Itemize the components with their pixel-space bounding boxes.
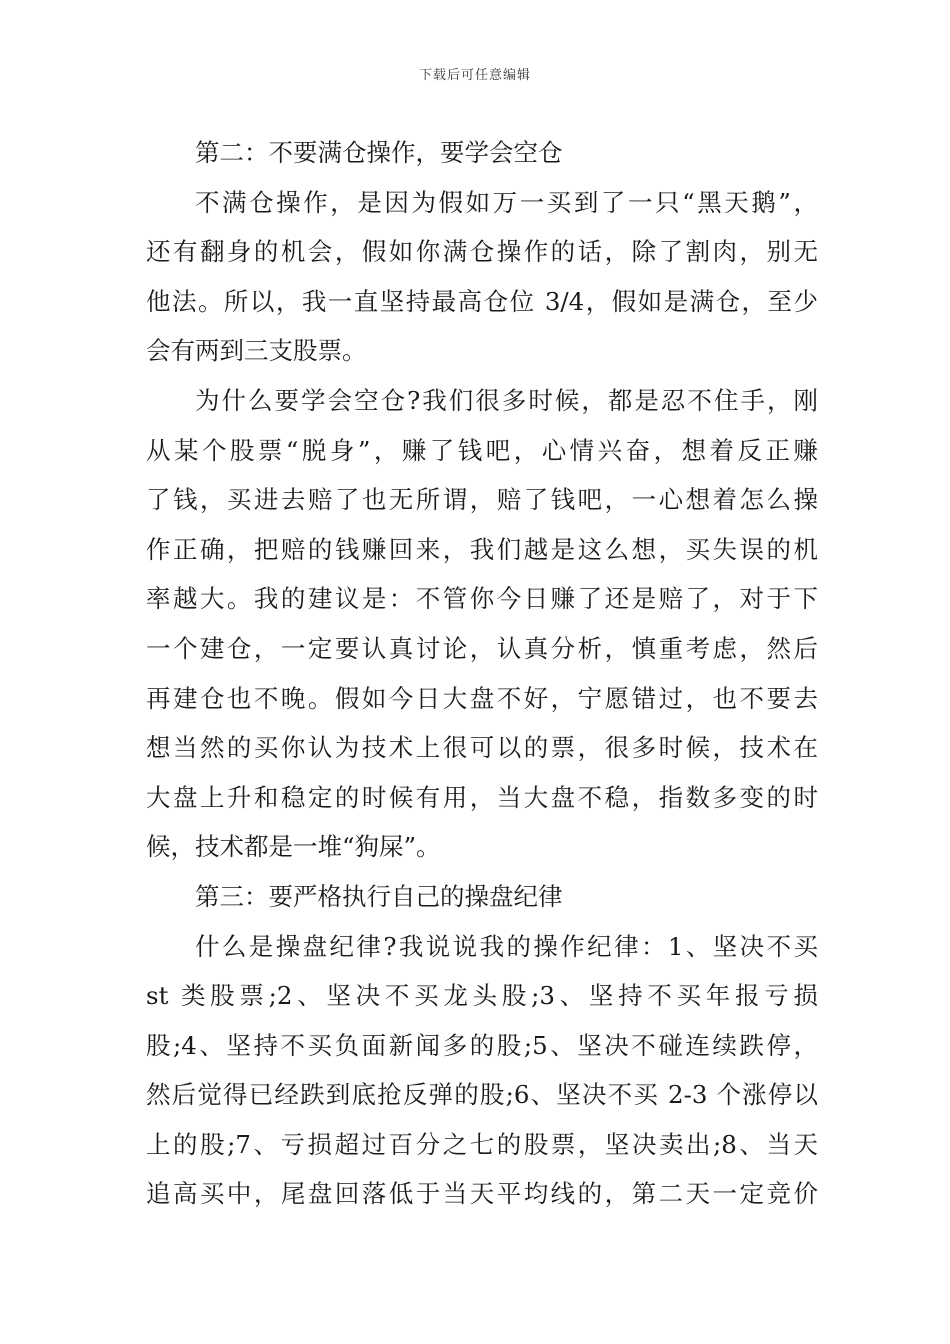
- paragraph-line: 他法。所以，我一直坚持最高仓位 3/4，假如是满仓，至少: [146, 286, 818, 316]
- paragraph-line: 作正确，把赔的钱赚回来，我们越是这么想，买失误的机: [146, 534, 818, 564]
- heading-line: 第三：要严格执行自己的操盘纪律: [195, 881, 563, 911]
- paragraph: [146, 178, 818, 376]
- paragraph-line: 追高买中，尾盘回落低于当天平均线的，第二天一定竞价: [146, 1179, 818, 1209]
- page-header: 下载后可任意编辑: [418, 68, 531, 83]
- paragraph-line: 想当然的买你认为技术上很可以的票，很多时候，技术在: [146, 733, 818, 763]
- paragraph-line: 了钱，买进去赔了也无所谓，赔了钱吧，一心想着怎么操: [146, 485, 818, 515]
- paragraph-line: 一个建仓，一定要认真讨论，认真分析，慎重考虑，然后: [146, 633, 818, 663]
- paragraph-line: 不满仓操作，是因为假如万一买到了一只“黑天鹅”，: [195, 187, 818, 217]
- paragraph-line: 再建仓也不晚。假如今日大盘不好，宁愿错过，也不要去: [146, 683, 818, 713]
- paragraph-line: 从某个股票“脱身”，赚了钱吧，心情兴奋，想着反正赚: [146, 435, 818, 465]
- paragraph-line: 率越大。我的建议是：不管你今日赚了还是赔了，对于下: [146, 584, 818, 614]
- document-body: [146, 128, 818, 1219]
- paragraph: [146, 922, 818, 1220]
- paragraph-line: 还有翻身的机会，假如你满仓操作的话，除了割肉，别无: [146, 237, 818, 267]
- section-heading: [146, 872, 818, 922]
- paragraph-line: 为什么要学会空仓?我们很多时候，都是忍不住手，刚: [195, 385, 818, 415]
- heading-line: 第二：不要满仓操作，要学会空仓: [195, 138, 563, 167]
- paragraph-line: 候，技术都是一堆“狗屎”。: [146, 832, 441, 862]
- section-heading: [146, 128, 818, 178]
- paragraph-line: 什么是操盘纪律?我说说我的操作纪律：1、坚决不买: [195, 931, 818, 961]
- paragraph-line: 股;4、坚持不买负面新闻多的股;5、坚决不碰连续跌停，: [146, 1030, 818, 1060]
- paragraph-line: 上的股;7、亏损超过百分之七的股票，坚决卖出;8、当天: [146, 1129, 818, 1159]
- paragraph: [146, 376, 818, 872]
- paragraph-line: 会有两到三支股票。: [146, 336, 367, 366]
- paragraph-line: 大盘上升和稳定的时候有用，当大盘不稳，指数多变的时: [146, 782, 818, 812]
- paragraph-line: 然后觉得已经跌到底抢反弹的股;6、坚决不买 2-3 个涨停以: [146, 1080, 818, 1110]
- paragraph-line: st 类股票;2、坚决不买龙头股;3、坚持不买年报亏损: [146, 981, 818, 1011]
